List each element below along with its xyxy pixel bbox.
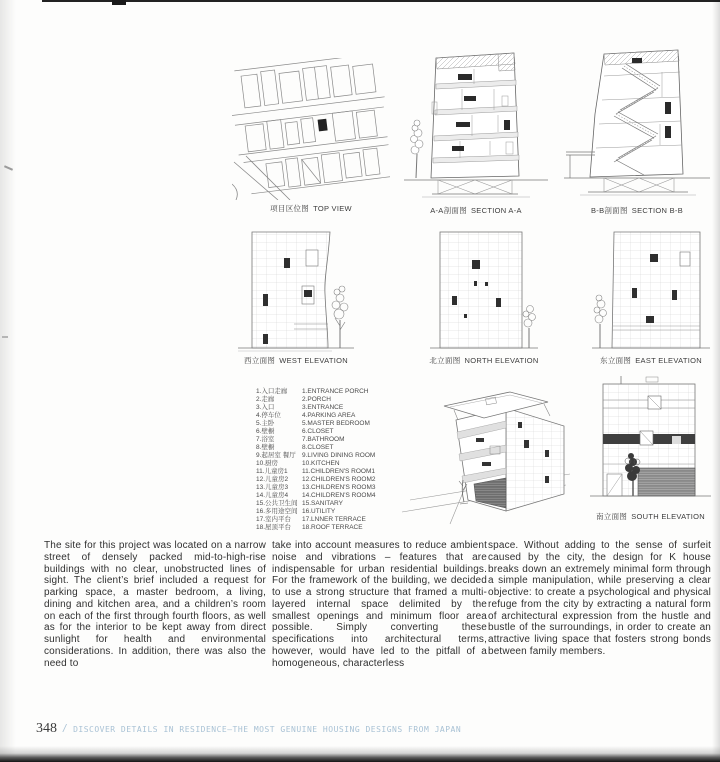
caption-zh: 南立面图 [595, 512, 628, 521]
legend-item-en: 1.ENTRANCE PORCH [302, 388, 369, 395]
legend-item-en: 7.BATHROOM [302, 436, 345, 443]
figure-section-bb [562, 42, 712, 216]
page-footer [36, 721, 461, 737]
legend-item-zh: 17.室内平台 [256, 516, 292, 523]
scan-edge-bottom [0, 746, 720, 762]
caption-en: WEST ELEVATION [279, 356, 348, 365]
figure-caption [562, 205, 712, 216]
west-elevation-drawing [236, 226, 356, 352]
legend-item-zh: 8.壁橱 [256, 444, 275, 451]
body-text-column-1: The site for this project was located on a narrow street of densely packed mid-to-high-rise buildings with no clear, unobstructed lines of sight. The client’s brief included a request for parking space, a master bedroom, a living, dining and kitchen area, and a children’s room on each of the first through fourth floors, as well as for the interior to be kept away from direct sunlight for health and environmental considerations. In addition, there was also the need to [44, 540, 266, 669]
caption-en: SECTION B-B [631, 206, 684, 215]
legend-item-en: 18.ROOF TERRACE [302, 524, 363, 531]
legend-item-zh: 5.主卧 [256, 420, 275, 427]
legend-item-en: 9.LIVING DINING ROOM [302, 452, 376, 459]
site-plan-drawing [232, 58, 390, 200]
north-elevation-drawing [428, 226, 540, 352]
figure-north-elevation [428, 226, 540, 366]
legend-item-zh: 13.儿童房3 [256, 484, 289, 491]
figure-south-elevation [588, 376, 713, 522]
caption-zh: 项目区位图 [270, 204, 310, 213]
caption-zh: 北立面图 [429, 356, 461, 365]
caption-en: TOP VIEW [313, 204, 352, 213]
scan-edge-top [42, 0, 720, 2]
legend-item-zh: 16.多用途空间 [256, 508, 298, 515]
legend-item-zh: 11.儿童房1 [256, 468, 288, 475]
legend-item-zh: 4.停车位 [256, 412, 281, 419]
figure-caption [588, 511, 713, 522]
legend-item-zh: 10.厨房 [256, 460, 279, 467]
legend-item-en: 13.CHILDREN'S ROOM3 [302, 484, 376, 491]
body-text-column-3: space. Without adding to the sense of surfeit caused by the city, the design for K house breaks down an extremely minimal form through a simple manipulation, while preserving a clear objective: to create a psychological and physical refuge from the city by extracting a natural form of architectural expression from the hustle and bustle of the surroundings, in order to create an attractive living space that fosters strong bonds between family members. [488, 540, 711, 657]
legend-item-en: 12.CHILDREN'S ROOM2 [302, 476, 376, 483]
page-number: 348 [36, 721, 57, 736]
legend-item-en: 11.CHILDREN'S ROOM1 [302, 468, 375, 475]
caption-en: EAST ELEVATION [635, 356, 702, 365]
south-elevation-drawing [588, 376, 713, 508]
figure-east-elevation [590, 226, 712, 366]
legend-item-en: 4.PARKING AREA [302, 412, 356, 419]
caption-en: SECTION A-A [471, 206, 522, 215]
legend-item-en: 10.KITCHEN [302, 460, 340, 467]
body-text-column-2: take into account measures to reduce ambient noise and vibrations – features that are indispensable for urban residential buildings. For the framework of the building, we decided to use a strong structure that framed a multi-layered internal space delimited by the smallest openings and minimum floor area possible. Simply converting these specifications into architectural terms, however, would have led to the pitfall of a homogeneous, characterless [272, 540, 487, 669]
legend-item-zh: 9.起居室 餐厅 [256, 452, 296, 459]
legend-item-zh: 3.入口 [256, 404, 275, 411]
legend-item-zh: 2.走廊 [256, 396, 275, 403]
figure-axonometric [398, 382, 573, 527]
scan-edge-top-mark [112, 0, 126, 5]
figure-caption [590, 355, 712, 366]
legend-item-zh: 14.儿童房4 [256, 492, 289, 499]
legend-item-en: 17.LNNER TERRACE [302, 516, 366, 523]
scan-stray-mark [2, 336, 8, 338]
figure-caption [236, 355, 356, 366]
legend-item-en: 14.CHILDREN'S ROOM4 [302, 492, 376, 499]
legend-item-zh: 6.壁橱 [256, 428, 275, 435]
legend-item-en: 5.MASTER BEDROOM [302, 420, 370, 427]
legend-item-en: 3.ENTRANCE [302, 404, 344, 411]
legend-item-en: 16.UTILITY [302, 508, 336, 515]
legend-item-zh: 18.屋顶平台 [256, 524, 292, 531]
legend-item-zh: 1.入口走廊 [256, 388, 288, 395]
legend-item-zh: 12.儿童房2 [256, 476, 289, 483]
figure-caption [402, 205, 550, 216]
caption-zh: A-A剖面图 [430, 206, 467, 215]
figure-top-view [232, 58, 390, 214]
figure-west-elevation [236, 226, 356, 366]
figure-section-aa [402, 44, 550, 216]
legend-item-en: 8.CLOSET [302, 444, 334, 451]
figure-caption [428, 355, 540, 366]
legend-item-zh: 7.浴室 [256, 436, 275, 443]
caption-zh: B-B剖面图 [590, 206, 628, 215]
caption-zh: 西立面图 [244, 356, 276, 365]
east-elevation-drawing [590, 226, 712, 352]
caption-en: SOUTH ELEVATION [631, 512, 706, 521]
legend-item-en: 2.PORCH [302, 396, 331, 403]
footer-separator: / [63, 723, 67, 735]
section-aa-drawing [402, 44, 550, 202]
caption-zh: 东立面图 [600, 356, 632, 365]
axonometric-drawing [398, 382, 573, 527]
caption-en: NORTH ELEVATION [464, 356, 539, 365]
legend-item-en: 15.SANITARY [302, 500, 343, 507]
scan-spine-shadow [0, 0, 16, 762]
footer-book-title: DISCOVER DETAILS IN RESIDENCE—THE MOST GENUINE HOUSING DESIGNS FROM JAPAN [73, 725, 462, 734]
scan-edge-right [712, 0, 720, 762]
legend-item-zh: 15.公共卫生间 [256, 500, 298, 507]
section-bb-drawing [562, 42, 712, 202]
figure-caption [232, 203, 390, 214]
legend-item-en: 6.CLOSET [302, 428, 334, 435]
